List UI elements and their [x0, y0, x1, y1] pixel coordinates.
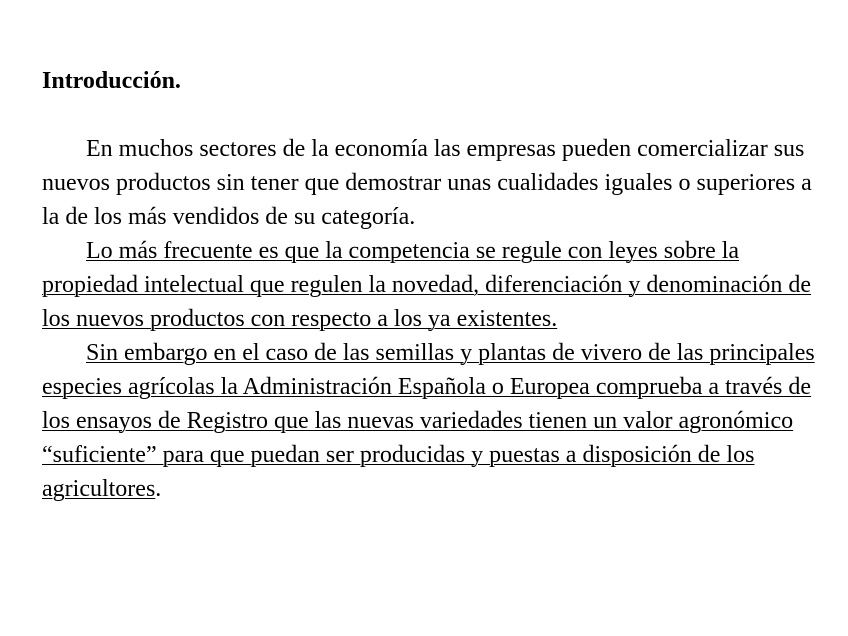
- paragraph-3-trailing-period: .: [155, 476, 162, 502]
- section-heading: Introducción.: [42, 68, 181, 94]
- paragraph-3: [42, 336, 832, 506]
- paragraph-3-underlined-text: Sin embargo en el caso de las semillas y plantas de vivero de las principales especies agrícolas la Administración Española o Europea comprueba a través de los ensayos de Registro que las nuevas variedades tienen un valor agronómico “suficiente” para que puedan ser producidas y puestas a disposición de los agricultores: [42, 340, 815, 502]
- paragraph-2: [42, 234, 832, 336]
- paragraph-1: En muchos sectores de la economía las empresas pueden comercializar sus nuevos productos sin tener que demostrar unas cualidades iguales o superiores a la de los más vendidos de su categoría.: [42, 136, 812, 230]
- paragraph-2-underlined-text: Lo más frecuente es que la competencia se regule con leyes sobre la propiedad intelectual que regulen la novedad, diferenciación y denominación de los nuevos productos con respecto a los ya existentes.: [42, 238, 812, 332]
- document-page: [42, 64, 832, 506]
